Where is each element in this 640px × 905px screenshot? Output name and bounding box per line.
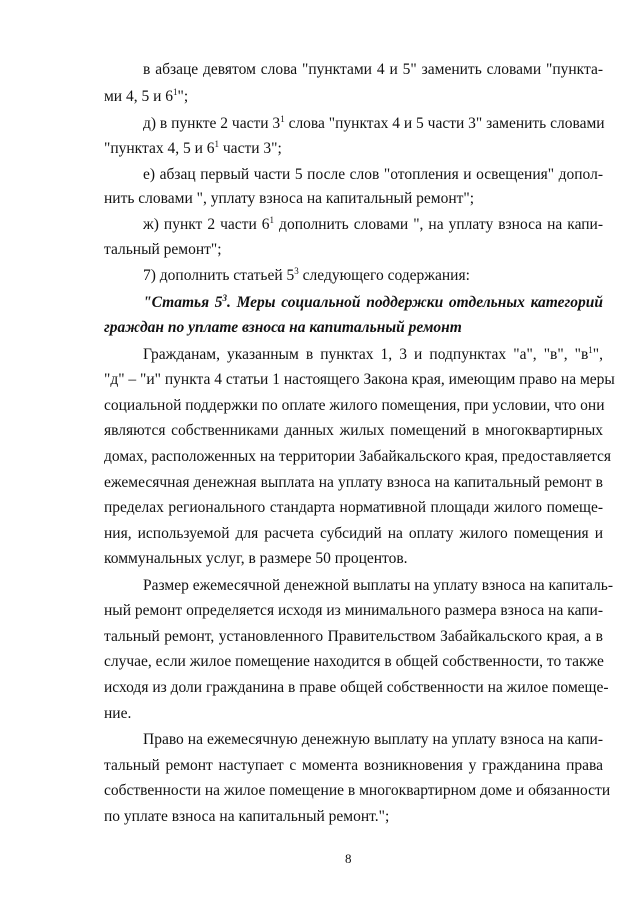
text-line: социальной поддержки по оплате жилого помещения, при условии, что они: [104, 397, 605, 414]
text-line: д) в пункте 2 части $3^1$ слова "пунктах 4 и 5 части 3" заменить словами: [143, 114, 605, 132]
text-line: являются собственниками данных жилых помещений в многоквартирных: [104, 422, 603, 439]
text-line: домах, расположенных на территории Забайкальского края, предоставляется: [104, 448, 612, 465]
text-line: ежемесячная денежная выплата на уплату взноса на капитальный ремонт в: [104, 474, 603, 491]
text-line: в абзаце девятом слова "пунктами 4 и 5" заменить словами "пункта-: [143, 61, 603, 78]
text-line: ние.: [104, 705, 132, 722]
text-line: случае, если жилое помещение находится в общей собственности, то также: [104, 653, 604, 670]
text-line: собственности на жилое помещение в многоквартирном доме и обязанности: [104, 782, 611, 799]
text-line: нить словами ", уплату взноса на капитальный ремонт";: [104, 190, 475, 207]
text-line: исходя из доли гражданина в праве общей собственности на жилое помеще-: [104, 679, 609, 696]
text-line: коммунальных услуг, в размере 50 процентов.: [104, 550, 408, 567]
text-line: 7) дополнить статьей $5^3$ следующего содержания:: [143, 266, 470, 284]
text-line: ми 4, 5 и $6^1$";: [104, 87, 189, 105]
text-line: тальный ремонт";: [104, 241, 222, 258]
text-line: "д" – "и" пункта 4 статьи 1 настоящего Закона края, имеющим право на меры: [104, 371, 615, 388]
text-line: Право на ежемесячную денежную выплату на уплату взноса на капи-: [143, 731, 603, 748]
text-line: "пунктах 4, 5 и $6^1$ части 3";: [104, 139, 282, 157]
text-line: тальный ремонт наступает с момента возникновения у гражданина права: [104, 757, 603, 774]
text-line: Размер ежемесячной денежной выплаты на уплату взноса на капиталь-: [143, 577, 613, 594]
text-line: пределах регионального стандарта нормативной площади жилого помеще-: [104, 499, 603, 516]
text-line: Гражданам, указанным в пунктах 1, 3 и подпунктах "а", "в", "$в^1$",: [143, 345, 603, 363]
text-line: тальный ремонт, установленного Правительством Забайкальского края, а в: [104, 628, 603, 645]
text-line: ния, используемой для расчета субсидий на оплату жилого помещения и: [104, 525, 603, 542]
article-heading: "Статья $5^3$. Меры социальной поддержки отдельных категорий: [143, 293, 603, 311]
text-line: ный ремонт определяется исходя из минимального размера взноса на капи-: [104, 602, 603, 619]
text-line: по уплате взноса на капитальный ремонт.";: [104, 808, 390, 825]
page-number: 8: [345, 851, 352, 866]
text-line: ж) пункт 2 части $6^1$ дополнить словами ", на уплату взноса на капи-: [143, 215, 603, 233]
text-line: е) абзац первый части 5 после слов "отопления и освещения" допол-: [143, 166, 603, 183]
article-heading: граждан по уплате взноса на капитальный ремонт: [104, 319, 462, 336]
